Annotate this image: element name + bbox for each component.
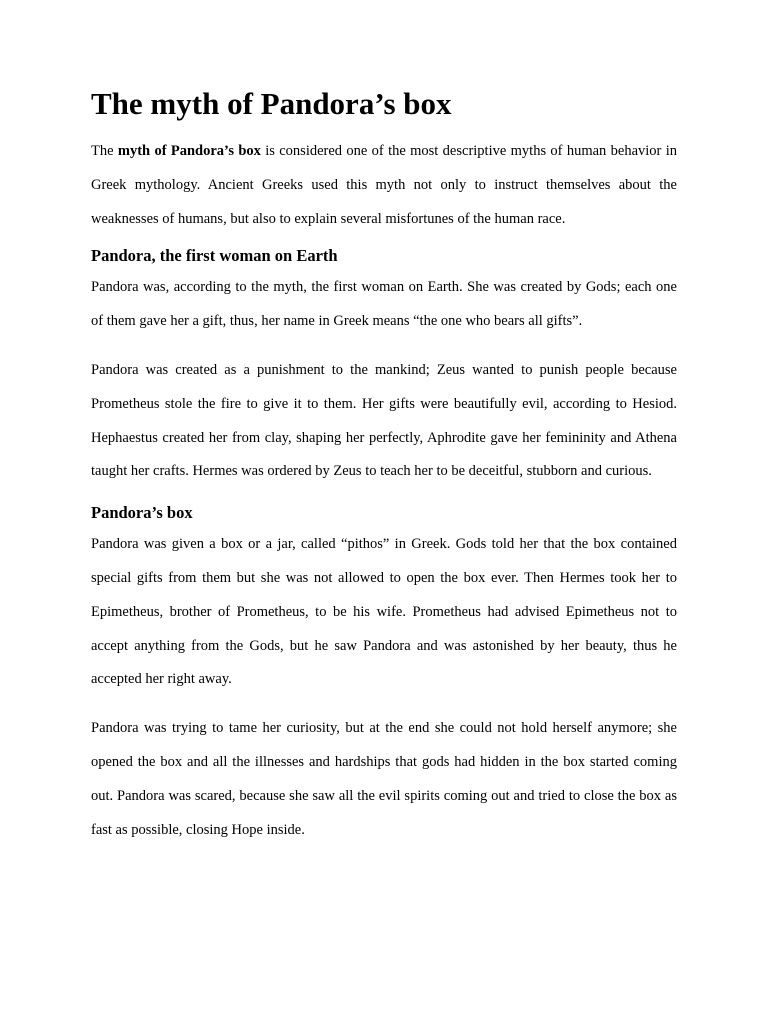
section-heading-first-woman: Pandora, the first woman on Earth xyxy=(91,246,338,266)
intro-text-rest: is considered one of the most descriptive myths of human behavior in Greek mythology. Ancient Greeks used this myth not only to instruct themselves about the weaknesses of humans, but also to explain several misfortunes of the human race. xyxy=(91,143,677,227)
intro-bold-phrase: myth of Pandora’s box xyxy=(117,143,261,159)
document-page xyxy=(91,84,677,847)
intro-text-start: The xyxy=(91,143,118,159)
document-title: The myth of Pandora’s box xyxy=(91,86,452,121)
section-box-paragraph-1: Pandora was given a box or a jar, called “pithos” in Greek. Gods told her that the box contained special gifts from them but she was not allowed to open the box ever. Then Hermes took her to Epimetheus, brother of Prometheus, to be his wife. Prometheus had advised Epimetheus not to accept anything from the Gods, but he saw Pandora and was astonished by her beauty, thus he accepted her right away. xyxy=(91,536,677,688)
intro-paragraph xyxy=(91,135,677,236)
section-box-paragraph-2: Pandora was trying to tame her curiosity, but at the end she could not hold herself anymore; she opened the box and all the illnesses and hardships that gods had hidden in the box started coming out. Pandora was scared, because she saw all the evil spirits coming out and tried to close the box as fast as possible, closing Hope inside. xyxy=(91,720,677,838)
section-first-woman-paragraph-1: Pandora was, according to the myth, the first woman on Earth. She was created by Gods; each one of them gave her a gift, thus, her name in Greek means “the one who bears all gifts”. xyxy=(91,279,677,330)
section-heading-pandoras-box: Pandora’s box xyxy=(91,503,193,523)
section-first-woman-paragraph-2: Pandora was created as a punishment to the mankind; Zeus wanted to punish people because Prometheus stole the fire to give it to them. Her gifts were beautifully evil, according to Hesiod. Hephaestus created her from clay, shaping her perfectly, Aphrodite gave her femininity and Athena taught her crafts. Hermes was ordered by Zeus to teach her to be deceitful, stubborn and curious. xyxy=(91,361,677,480)
